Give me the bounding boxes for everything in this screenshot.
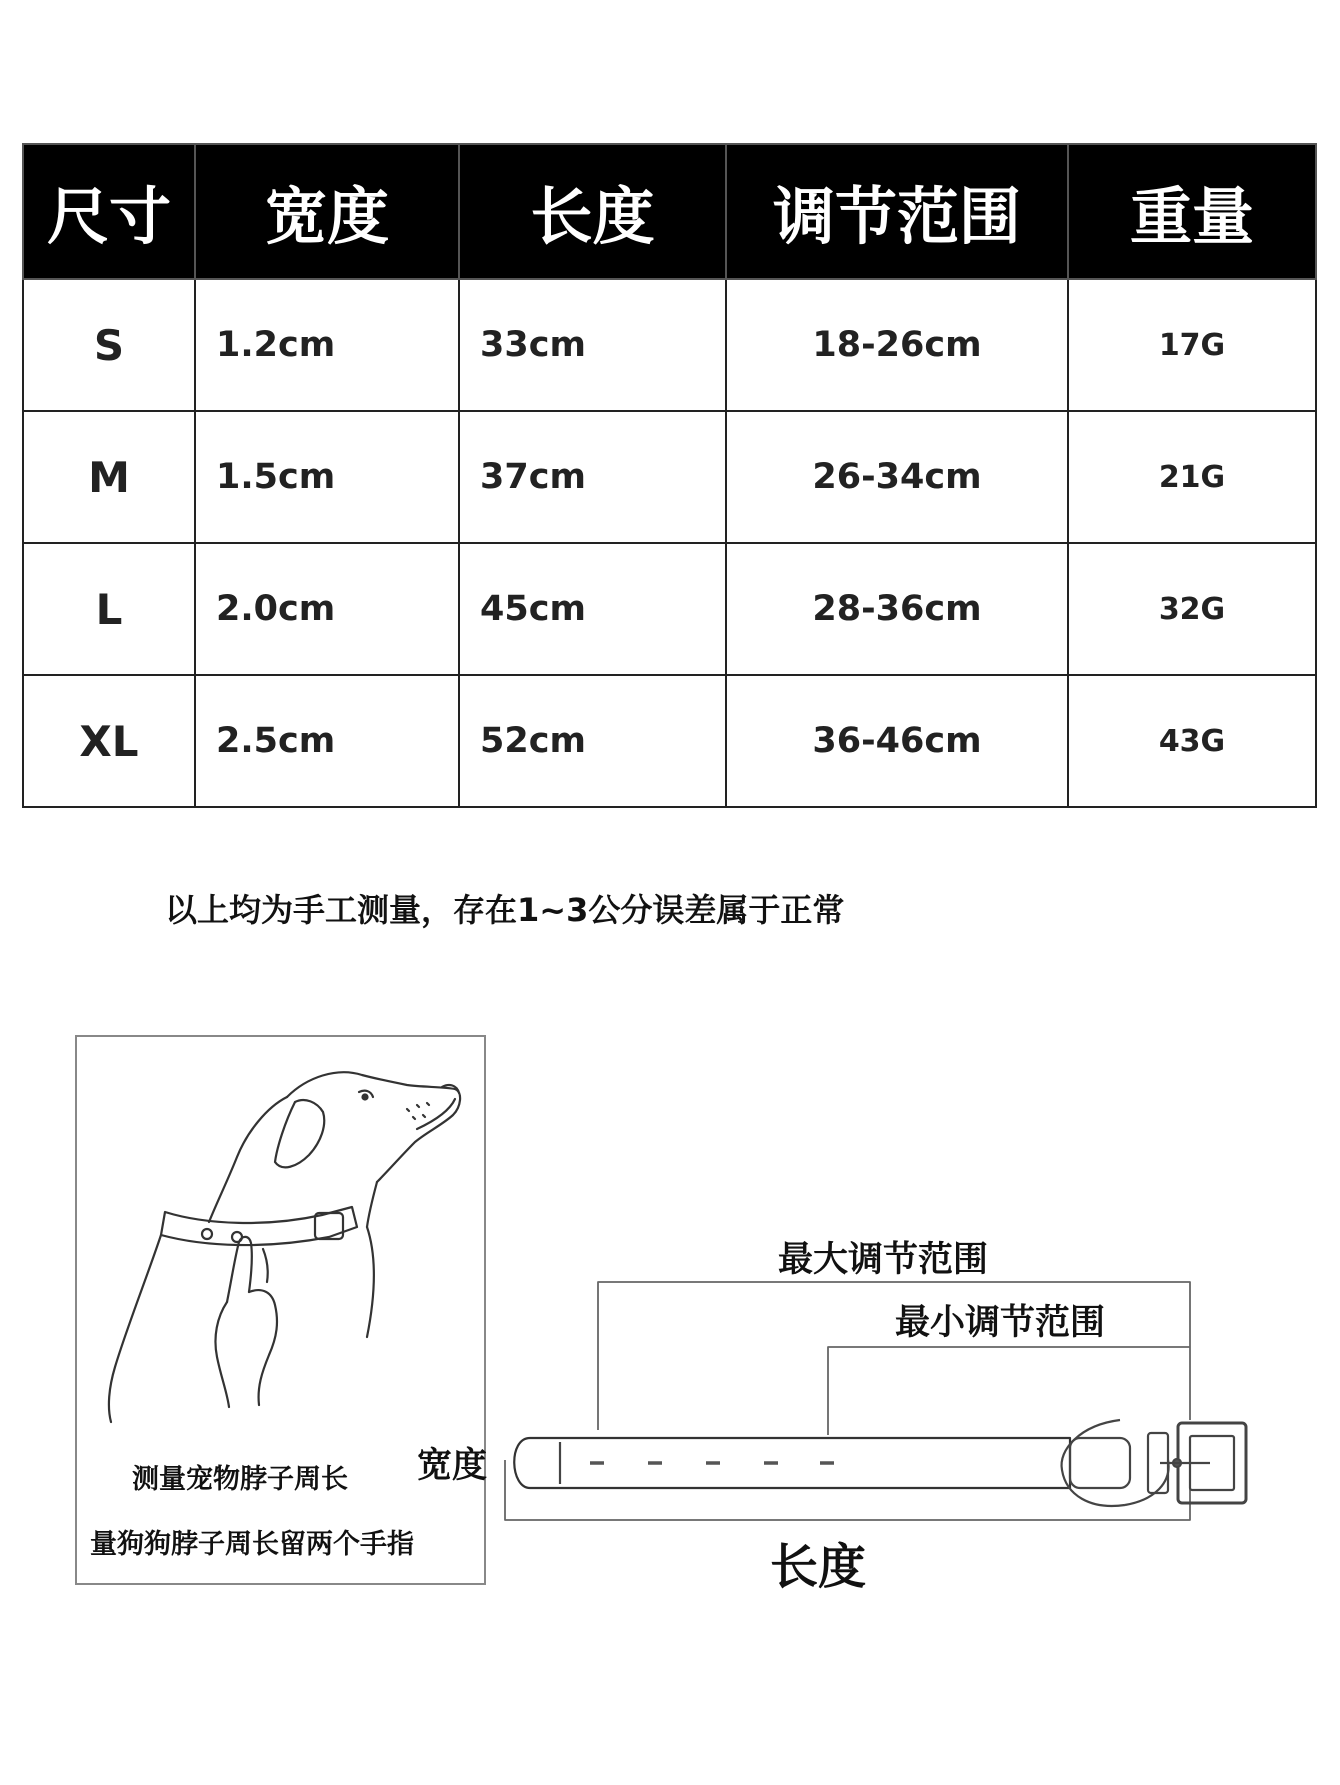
dog-caption-measure-neck: 测量宠物脖子周长	[132, 1464, 348, 1495]
table-row	[23, 411, 1316, 543]
cell-weight: 21G	[1068, 411, 1316, 543]
table-row	[23, 675, 1316, 807]
cell-width: 1.2cm	[195, 279, 459, 411]
header-length: 长度	[459, 144, 726, 279]
cell-range: 36-46cm	[726, 675, 1068, 807]
cell-length: 45cm	[459, 543, 726, 675]
label-max-range: 最大调节范围	[778, 1240, 989, 1280]
cell-width: 1.5cm	[195, 411, 459, 543]
cell-weight: 17G	[1068, 279, 1316, 411]
cell-width: 2.0cm	[195, 543, 459, 675]
cell-size: L	[23, 543, 195, 675]
header-range: 调节范围	[726, 144, 1068, 279]
cell-size: M	[23, 411, 195, 543]
label-min-range: 最小调节范围	[895, 1303, 1106, 1343]
label-length: 长度	[770, 1539, 867, 1595]
cell-length: 52cm	[459, 675, 726, 807]
cell-length: 37cm	[459, 411, 726, 543]
cell-range: 28-36cm	[726, 543, 1068, 675]
dog-caption-two-fingers: 量狗狗脖子周长留两个手指	[90, 1529, 414, 1560]
header-weight: 重量	[1068, 144, 1316, 279]
cell-range: 18-26cm	[726, 279, 1068, 411]
header-size: 尺寸	[23, 144, 195, 279]
cell-length: 33cm	[459, 279, 726, 411]
cell-size: S	[23, 279, 195, 411]
header-width: 宽度	[195, 144, 459, 279]
table-header-row	[23, 144, 1316, 279]
table-row	[23, 279, 1316, 411]
min-range-bracket	[828, 1347, 1190, 1435]
size-table	[22, 143, 1317, 808]
table-row	[23, 543, 1316, 675]
cell-range: 26-34cm	[726, 411, 1068, 543]
cell-size: XL	[23, 675, 195, 807]
cell-weight: 43G	[1068, 675, 1316, 807]
cell-width: 2.5cm	[195, 675, 459, 807]
measurement-note: 以上均为手工测量，存在1~3公分误差属于正常	[165, 891, 845, 929]
label-width: 宽度	[417, 1446, 488, 1486]
cell-weight: 32G	[1068, 543, 1316, 675]
length-bracket	[505, 1460, 1190, 1520]
